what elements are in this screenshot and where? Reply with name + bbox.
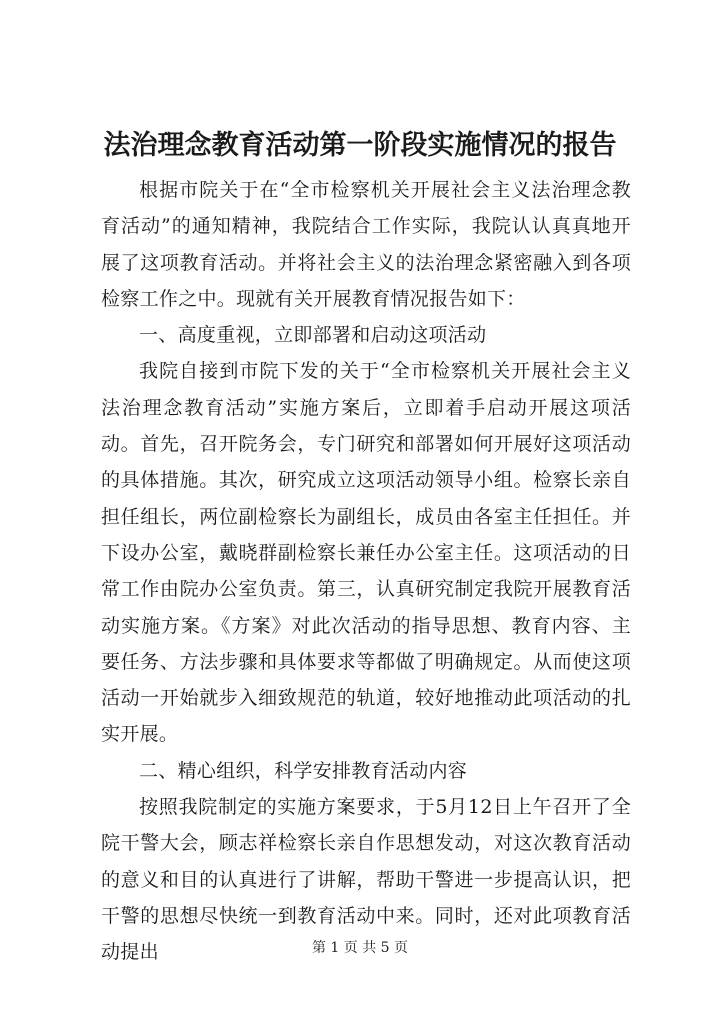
section-heading-2: 二、精心组织，科学安排教育活动内容 [139, 759, 468, 782]
section-heading-1: 一、高度重视，立即部署和启动这项活动 [139, 324, 487, 347]
document-body [101, 172, 631, 971]
document-title: 法治理念教育活动第一阶段实施情况的报告 [103, 130, 617, 161]
paragraph-intro: 根据市院关于在“全市检察机关开展社会主义法治理念教育活动”的通知精神，我院结合工作实际，我院认认真真地开展了这项教育活动。并将社会主义的法治理念紧密融入到各项检察工作之中。现就有关开展教育情况报告如下： [101, 179, 631, 310]
page-footer: 第 1 页 共 5 页 [311, 940, 409, 956]
paragraph-section-1: 我院自接到市院下发的关于“全市检察机关开展社会主义法治理念教育活动”实施方案后，立即着手启动开展这项活动。首先，召开院务会，专门研究和部署如何开展好这项活动的具体措施。其次，研究成立这项活动领导小组。检察长亲自担任组长，两位副检察长为副组长，成员由各室主任担任。并下设办公室，戴晓群副检察长兼任办公室主任。这项活动的日常工作由院办公室负责。第三，认真研究制定我院开展教育活动实施方案。《方案》对此次活动的指导思想、教育内容、主要任务、方法步骤和具体要求等都做了明确规定。从而使这项活动一开始就步入细致规范的轨道，较好地推动此项活动的扎实开展。 [101, 360, 631, 746]
paragraph-section-2: 按照我院制定的实施方案要求，于5月12日上午召开了全院干警大会，顾志祥检察长亲自作思想发动，对这次教育活动的意义和目的认真进行了讲解，帮助干警进一步提高认识，把干警的思想尽快统一到教育活动中来。同时，还对此项教育活动提出 [101, 796, 631, 964]
